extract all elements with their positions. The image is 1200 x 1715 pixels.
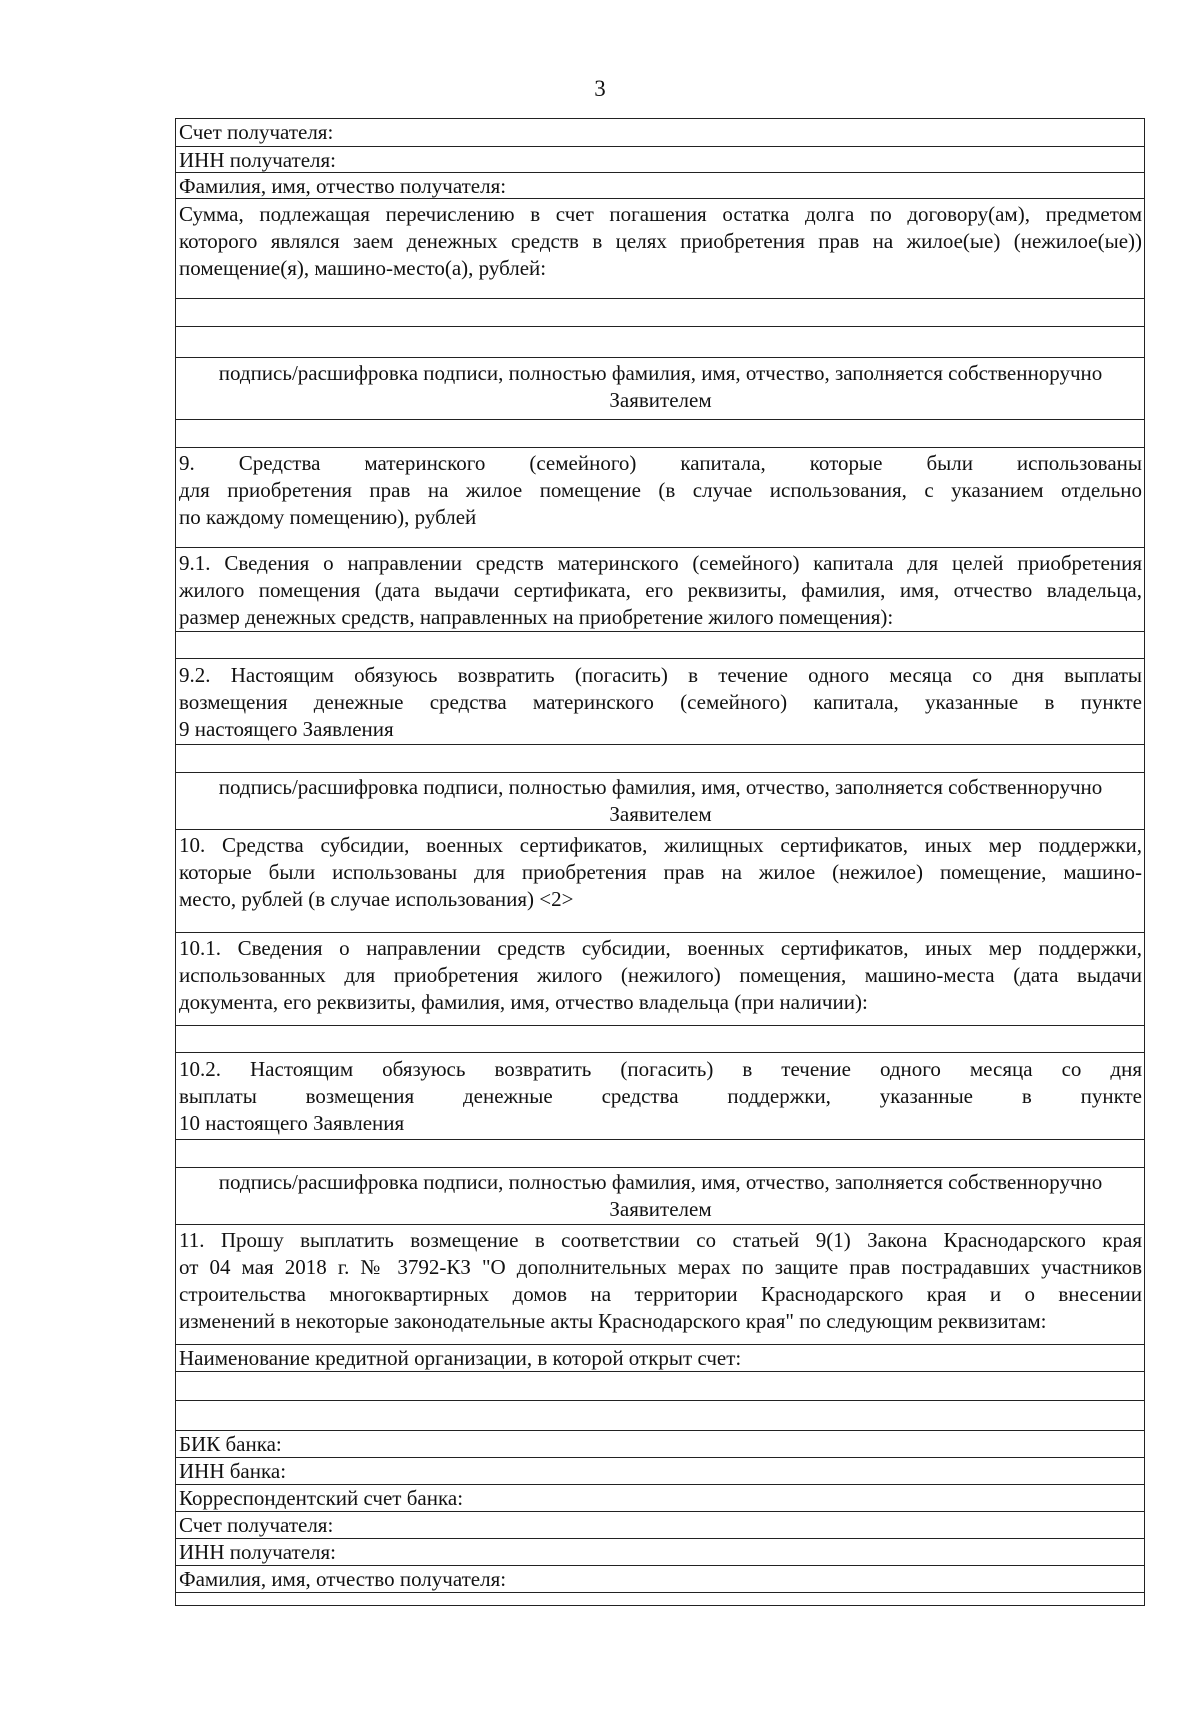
section-9-1-row (176, 547, 1144, 631)
blank-row (176, 1592, 1144, 1605)
section-10-row (176, 829, 1144, 932)
corr-account-row[interactable] (176, 1484, 1144, 1511)
signature-row-2 (176, 772, 1144, 829)
debt-sum-input-row[interactable] (176, 298, 1144, 326)
section-10-text-line: место, рублей (в случае использования) <2> (179, 887, 574, 911)
section-9-text-line: для приобретения прав на жилое помещение (в случае использования, с указанием отдельно (179, 478, 1142, 502)
recipient-inn-row[interactable] (176, 1538, 1144, 1565)
section-10-2-text-line: 10.2. Настоящим обязуюсь возвратить (погасить) в течение одного месяца со дня (179, 1057, 1142, 1081)
recipient-inn-label: ИНН получателя: (179, 148, 336, 172)
signature-caption: подпись/расшифровка подписи, полностью фамилия, имя, отчество, заполняется собственноручно (218, 775, 1103, 799)
recipient-account-row[interactable] (176, 119, 1144, 146)
recipient-account-row[interactable] (176, 1511, 1144, 1538)
application-form-table (175, 118, 1145, 1606)
recipient-inn-label: ИНН получателя: (179, 1540, 336, 1564)
page-number: 3 (594, 76, 606, 101)
section-9-2-row (176, 658, 1144, 744)
debt-sum-text-line: которого являлся заем денежных средств в целях приобретения прав на жилое(ые) (нежилое(ые)) (179, 229, 1142, 253)
section-10-1-text-line: 10.1. Сведения о направлении средств субсидии, военных сертификатов, иных мер поддержки, (179, 936, 1142, 960)
section-9-1-text-line: жилого помещения (дата выдачи сертификата, его реквизиты, фамилия, имя, отчество владельца, (179, 578, 1142, 602)
section-11-row (176, 1224, 1144, 1344)
signature-caption: подпись/расшифровка подписи, полностью фамилия, имя, отчество, заполняется собственноручно (218, 361, 1103, 385)
signature-caption: Заявителем (609, 1197, 712, 1221)
section-11-text-line: 11. Прошу выплатить возмещение в соответствии со статьей 9(1) Закона Краснодарского края (179, 1228, 1142, 1252)
section-9-row (176, 447, 1144, 547)
section-9-2-text-line: 9.2. Настоящим обязуюсь возвратить (погасить) в течение одного месяца со дня выплаты (179, 663, 1142, 687)
section-11-text-line: строительства многоквартирных домов на территории Краснодарского края и о внесении (179, 1282, 1142, 1306)
signature-row-3 (176, 1167, 1144, 1224)
section-9-1-input-row[interactable] (176, 631, 1144, 658)
bank-name-input-row[interactable] (176, 1371, 1144, 1400)
recipient-name-label: Фамилия, имя, отчество получателя: (179, 174, 507, 198)
recipient-name-row[interactable] (176, 172, 1144, 198)
recipient-name-row[interactable] (176, 1565, 1144, 1592)
signature-input-row[interactable] (176, 1139, 1144, 1167)
section-9-text-line: по каждому помещению), рублей (179, 505, 477, 529)
bank-name-row[interactable] (176, 1344, 1144, 1371)
signature-input-row[interactable] (176, 744, 1144, 772)
section-9-text-line: 9. Средства материнского (семейного) капитала, которые были использованы (179, 451, 1142, 475)
signature-caption: подпись/расшифровка подписи, полностью фамилия, имя, отчество, заполняется собственноручно (218, 1170, 1103, 1194)
bank-bik-label: БИК банка: (179, 1432, 282, 1456)
recipient-account-label: Счет получателя: (179, 1513, 334, 1537)
bank-name-label: Наименование кредитной организации, в которой открыт счет: (179, 1346, 742, 1370)
section-9-2-text-line: 9 настоящего Заявления (179, 717, 394, 741)
bank-bik-row[interactable] (176, 1430, 1144, 1457)
bank-inn-row[interactable] (176, 1457, 1144, 1484)
section-10-1-text-line: документа, его реквизиты, фамилия, имя, отчество владельца (при наличии): (179, 990, 868, 1014)
recipient-inn-row[interactable] (176, 146, 1144, 172)
corr-account-label: Корреспондентский счет банка: (179, 1486, 464, 1510)
section-11-text-line: от 04 мая 2018 г. № 3792-КЗ "О дополнительных мерах по защите прав пострадавших участников (179, 1255, 1142, 1279)
bank-inn-label: ИНН банка: (179, 1459, 287, 1483)
section-10-2-row (176, 1052, 1144, 1139)
signature-caption: Заявителем (609, 388, 712, 412)
section-10-1-row (176, 932, 1144, 1025)
debt-sum-text-line: помещение(я), машино-место(а), рублей: (179, 256, 547, 280)
section-9-1-text-line: 9.1. Сведения о направлении средств материнского (семейного) капитала для целей приобретения (179, 551, 1142, 575)
signature-row-1 (176, 357, 1144, 419)
section-10-2-text-line: 10 настоящего Заявления (179, 1111, 405, 1135)
section-11-text-line: изменений в некоторые законодательные акты Краснодарского края" по следующим реквизитам: (179, 1309, 1047, 1333)
signature-input-row[interactable] (176, 419, 1144, 447)
section-9-2-text-line: возмещения денежные средства материнского (семейного) капитала, указанные в пункте (179, 690, 1142, 714)
blank-row (176, 326, 1144, 357)
debt-sum-text-line: Сумма, подлежащая перечислению в счет погашения остатка долга по договору(ам), предметом (179, 202, 1142, 226)
recipient-account-label: Счет получателя: (179, 120, 334, 144)
section-10-text-line: 10. Средства субсидии, военных сертификатов, жилищных сертификатов, иных мер поддержки, (179, 833, 1142, 857)
blank-row (176, 1400, 1144, 1430)
section-10-2-text-line: выплаты возмещения денежные средства поддержки, указанные в пункте (179, 1084, 1142, 1108)
debt-sum-row (176, 198, 1144, 298)
section-10-1-input-row[interactable] (176, 1025, 1144, 1052)
recipient-name-label: Фамилия, имя, отчество получателя: (179, 1567, 507, 1591)
signature-caption: Заявителем (609, 802, 712, 826)
section-10-1-text-line: использованных для приобретения жилого (нежилого) помещения, машино-места (дата выдачи (179, 963, 1142, 987)
section-10-text-line: которые были использованы для приобретения прав на жилое (нежилое) помещение, машино- (179, 860, 1142, 884)
section-9-1-text-line: размер денежных средств, направленных на приобретение жилого помещения): (179, 605, 894, 629)
